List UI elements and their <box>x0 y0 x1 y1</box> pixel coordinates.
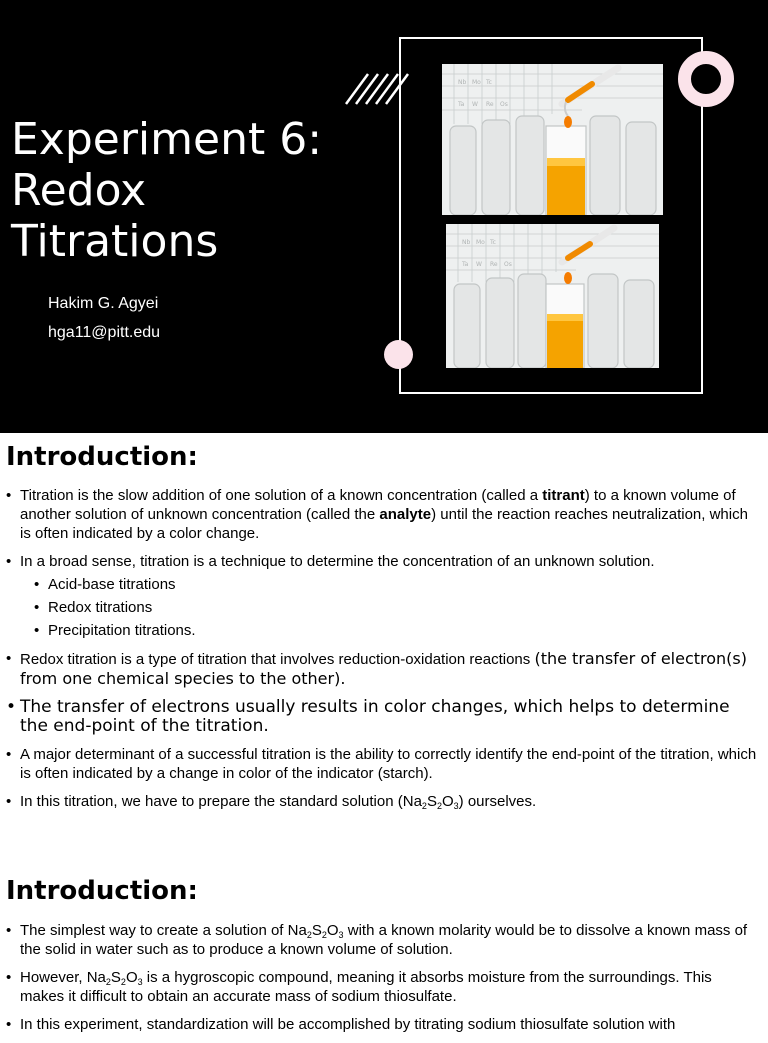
svg-text:Ta: Ta <box>458 101 465 108</box>
svg-text:Ta: Ta <box>462 261 469 268</box>
bullet-redox-definition: • Redox titration is a type of titration that involves reduction-oxidation reactions (the transfer of electron(s) from one chemical species to the other). <box>0 649 768 689</box>
svg-text:Tc: Tc <box>490 239 496 246</box>
bullet-standardization: • In this experiment, standardization will be accomplished by titrating sodium thiosulfate solution with <box>0 1015 768 1034</box>
bullet-titration-definition: • Titration is the slow addition of one solution of a known concentration (called a titrant) to a known volume of another solution of unknown concentration (called the analyte) until the reaction reaches neutralization, which is often indicated by a color change. <box>0 486 768 543</box>
svg-text:Mo: Mo <box>476 239 485 246</box>
bullet-color-change: • The transfer of electrons usually results in color changes, which helps to determine the end-point of the titration. <box>0 698 768 736</box>
dot-decoration <box>384 340 413 369</box>
sub-bullet: • Acid-base titrations <box>0 575 768 594</box>
sub-bullet: • Redox titrations <box>0 598 768 617</box>
bullet-list <box>0 486 768 811</box>
lab-photo <box>446 224 659 368</box>
term-analyte: analyte <box>379 506 432 523</box>
bullet-list <box>0 921 768 1034</box>
sub-bullet: • Precipitation titrations. <box>0 621 768 640</box>
formula-sodium-thiosulfate: $Na_2S_2O_3$ <box>402 793 459 811</box>
slide-heading: Introduction: <box>6 876 198 906</box>
intro-slide <box>0 440 768 820</box>
term-titrant: titrant <box>542 487 585 504</box>
formula-sodium-thiosulfate: $Na_2S_2O_3$ <box>86 969 143 987</box>
bullet-simplest-way: • The simplest way to create a solution of $Na_2S_2O_3$ with a known molarity would be to dissolve a known mass of the solid in water such as to produce a known volume of solution. <box>0 921 768 959</box>
bullet-end-point: • A major determinant of a successful titration is the ability to correctly identify the end-point of the titration, which is often indicated by a change in color of the indicator (starch). <box>0 745 768 783</box>
bullet-broad-sense: • In a broad sense, titration is a technique to determine the concentration of an unknown solution. <box>0 552 768 571</box>
svg-text:Mo: Mo <box>472 79 481 86</box>
title-line: Titrations <box>11 216 219 267</box>
bullet-hygroscopic: • However, $Na_2S_2O_3$ is a hygroscopic compound, meaning it absorbs moisture from the surroundings. This makes it difficult to obtain an accurate mass of sodium thiosulfate. <box>0 968 768 1006</box>
slide-heading: Introduction: <box>6 442 198 472</box>
svg-text:W: W <box>472 101 478 108</box>
slide-title <box>11 114 322 267</box>
title-line: Redox <box>11 165 147 216</box>
svg-text:Os: Os <box>500 101 508 108</box>
svg-text:Re: Re <box>486 101 494 108</box>
svg-text:Tc: Tc <box>486 79 492 86</box>
intro-slide-2 <box>0 874 768 1043</box>
lab-photo <box>442 64 663 215</box>
ring-decoration <box>678 51 734 107</box>
title-slide <box>0 0 768 433</box>
author-name: Hakim G. Agyei <box>48 295 159 312</box>
svg-text:Nb: Nb <box>458 79 467 86</box>
svg-text:Os: Os <box>504 261 512 268</box>
author-email: hga11@pitt.edu <box>48 324 161 341</box>
formula-sodium-thiosulfate: $Na_2S_2O_3$ <box>287 922 344 940</box>
svg-text:W: W <box>476 261 482 268</box>
svg-text:Re: Re <box>490 261 498 268</box>
title-line: Experiment 6: <box>11 114 323 165</box>
svg-text:Nb: Nb <box>462 239 471 246</box>
author-block <box>48 289 160 347</box>
bullet-standard-solution: • In this titration, we have to prepare the standard solution $(Na_2S_2O_3)$ ourselves. <box>0 792 768 811</box>
